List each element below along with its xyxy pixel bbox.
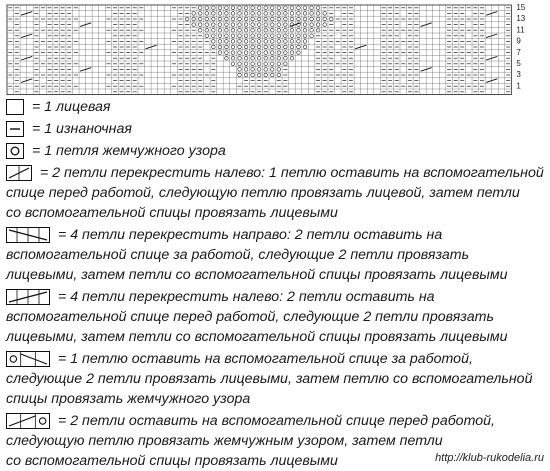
legend-text-line: = 2 петли перекрестить налево: 1 петлю оставить на вспомогательной — [40, 165, 544, 181]
legend-text-line: = 4 петли перекрестить налево: 2 петли оставить на — [58, 289, 435, 305]
legend-symbol — [6, 413, 50, 429]
row-number: 13 — [516, 14, 526, 24]
legend-symbol — [6, 99, 24, 115]
legend-text-line: = 1 лицевая — [32, 99, 111, 115]
legend-symbol — [6, 143, 24, 159]
knitting-chart — [0, 0, 550, 96]
row-number: 11 — [516, 25, 525, 35]
legend-text-line: следующую петлю провязать жемчужным узором, затем петли — [6, 433, 443, 449]
legend-text-line: со вспомогательной спицы провязать лицевыми — [6, 453, 338, 469]
legend-text-line: лицевыми, затем петли со вспомогательной спицы провязать лицевыми — [6, 329, 508, 345]
legend-text-line: = 1 изнаночная — [32, 121, 132, 137]
legend-symbol — [6, 121, 24, 137]
legend-text-line: спице перед работой, следующую петлю провязать лицевой, затем петли — [6, 185, 520, 201]
cross-seed-front-symbol-icon — [6, 413, 50, 429]
cross4-left-symbol-icon — [6, 289, 50, 305]
purl-symbol-icon — [6, 121, 24, 137]
row-number: 3 — [516, 70, 521, 80]
legend-symbol — [6, 351, 50, 367]
watermark-url: http://klub-rukodelia.ru — [435, 452, 544, 464]
legend-text-line: = 2 петли оставить на вспомогательной спице перед работой, — [58, 413, 495, 429]
legend-symbol — [6, 227, 50, 243]
legend-text-line: = 1 петлю оставить на вспомогательной спице за работой, — [58, 351, 473, 367]
legend-text-line: лицевыми, затем петли со вспомогательной спицы провязать лицевыми — [6, 267, 508, 283]
cross4-right-symbol-icon — [6, 227, 50, 243]
row-number: 5 — [516, 59, 521, 68]
row-number: 1 — [516, 81, 521, 91]
legend-text-line: со вспомогательной спицы провязать лицевыми — [6, 205, 338, 221]
knit-symbol-icon — [6, 99, 24, 115]
legend-symbol — [6, 289, 50, 305]
seed-symbol-icon — [6, 143, 24, 159]
row-number: 7 — [516, 47, 521, 57]
legend-text-line: = 1 петля жемчужного узора — [32, 143, 226, 159]
legend-text-line: вспомогательной спице перед работой, следующие 2 петли провязать — [6, 309, 494, 325]
row-number: 9 — [516, 36, 521, 46]
legend-text-line: = 4 петли перекрестить направо: 2 петли оставить на — [58, 227, 443, 243]
legend-text-line: спицы провязать жемчужного узора — [6, 391, 251, 407]
cross2-left-symbol-icon — [6, 165, 32, 181]
legend-text-line: вспомогательной спице за работой, следующие 2 петли провязать — [6, 247, 470, 263]
legend-text-line: следующие 2 петли провязать лицевыми, затем петлю со вспомогательной — [6, 371, 533, 387]
cross-seed-back-symbol-icon — [6, 351, 50, 367]
legend-symbol — [6, 165, 32, 181]
row-number: 15 — [516, 3, 526, 12]
